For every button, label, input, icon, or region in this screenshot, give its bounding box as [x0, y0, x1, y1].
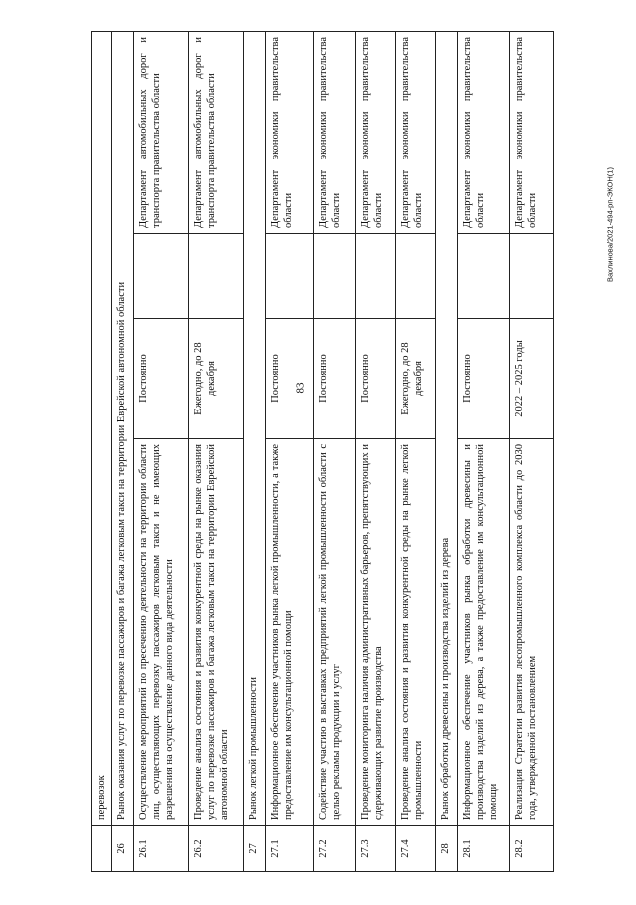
page-number-text: 83 — [294, 382, 306, 394]
responsible-executor: Департамент автомобильных дорог и транспорта правительства области — [134, 31, 189, 233]
section-title: Рынок обработки древесины и производства изделий из дерева — [436, 31, 458, 825]
row-number: 26.1 — [134, 826, 189, 872]
responsible-executor: Департамент экономики правительства области — [266, 31, 314, 233]
row-number: 27 — [244, 826, 266, 872]
table-row-continuation — [92, 31, 112, 871]
measure-description: Информационное обеспечение участников рынка легкой промышленности, а также предоставление им консультационной помощи — [266, 439, 314, 826]
responsible-executor: Департамент экономики правительства области — [356, 31, 396, 233]
table-row — [189, 31, 244, 871]
table-row — [314, 31, 356, 871]
row-number: 27.3 — [356, 826, 396, 872]
table-section-row — [244, 31, 266, 871]
measure-description: Осуществление мероприятий по пресечению деятельности на территории области лиц, осуществляющих перевозку пассажиров легковым такси и не имеющих разрешения на осуществление данного вида деятельности — [134, 439, 189, 826]
continuation-cell: перевозок — [92, 31, 112, 825]
row-number: 26.2 — [189, 826, 244, 872]
row-number: 27.1 — [266, 826, 314, 872]
table-row — [396, 31, 436, 871]
section-title: Рынок легкой промышленности — [244, 31, 266, 825]
empty-cell — [458, 234, 510, 319]
table-row — [356, 31, 396, 871]
rotated-table-container — [91, 32, 554, 872]
table-row — [266, 31, 314, 871]
measures-table — [91, 31, 554, 872]
table-row — [134, 31, 189, 871]
empty-cell — [189, 234, 244, 319]
measure-description: Проведение анализа состояния и развития конкурентной среды на рынке легкой промышленности — [396, 439, 436, 826]
table-row — [510, 31, 554, 871]
row-number: 27.4 — [396, 826, 436, 872]
table-row — [458, 31, 510, 871]
measure-description: Информационное обеспечение участников рынка обработки древесины и производства изделий из дерева, а также предоставление им консультационной помощи — [458, 439, 510, 826]
table-section-row — [436, 31, 458, 871]
measure-term: Постоянно — [356, 319, 396, 439]
responsible-executor: Департамент экономики правительства области — [458, 31, 510, 233]
measure-term: Постоянно — [266, 319, 314, 439]
measure-description: Проведение анализа состояния и развития конкурентной среды на рынке оказания услуг по перевозке пассажиров и багажа легковым такси на территории Еврейской автономной области — [189, 439, 244, 826]
empty-cell — [134, 234, 189, 319]
measure-description: Содействие участию в выставках предприятий легкой промышленности области с целью рекламы продукции и услуг — [314, 439, 356, 826]
table-section-row — [112, 31, 134, 871]
measure-term: Постоянно — [458, 319, 510, 439]
empty-cell — [510, 234, 554, 319]
measure-description: Реализация Стратегии развития лесопромышленного комплекса области до 2030 года, утвержденной постановлением — [510, 439, 554, 826]
responsible-executor: Департамент экономики правительства области — [396, 31, 436, 233]
measure-term: 2022 – 2025 годы — [510, 319, 554, 439]
row-number: 26 — [112, 826, 134, 872]
measure-term: Ежегодно, до 28 декабря — [189, 319, 244, 439]
responsible-executor: Департамент экономики правительства области — [314, 31, 356, 233]
num-cell — [92, 826, 112, 872]
row-number: 28.1 — [458, 826, 510, 872]
responsible-executor: Департамент автомобильных дорог и транспорта правительства области — [189, 31, 244, 233]
measure-term: Постоянно — [314, 319, 356, 439]
row-number: 28.2 — [510, 826, 554, 872]
empty-cell — [396, 234, 436, 319]
measure-term: Постоянно — [134, 319, 189, 439]
row-number: 27.2 — [314, 826, 356, 872]
empty-cell — [266, 234, 314, 319]
document-footer-note: Вахлинова/2021-494-рп-ЭКОН(1) — [605, 167, 615, 282]
empty-cell — [314, 234, 356, 319]
measure-term: Ежегодно, до 28 декабря — [396, 319, 436, 439]
row-number: 28 — [436, 826, 458, 872]
empty-cell — [356, 234, 396, 319]
responsible-executor: Департамент экономики правительства области — [510, 31, 554, 233]
measures-table-body — [92, 31, 554, 871]
measure-description: Проведение мониторинга наличия административных барьеров, препятствующих и сдерживающих развитие производства — [356, 439, 396, 826]
section-title: Рынок оказания услуг по перевозке пассажиров и багажа легковым такси на территории Еврейской автономной области — [112, 31, 134, 825]
footer-area — [600, 20, 620, 885]
